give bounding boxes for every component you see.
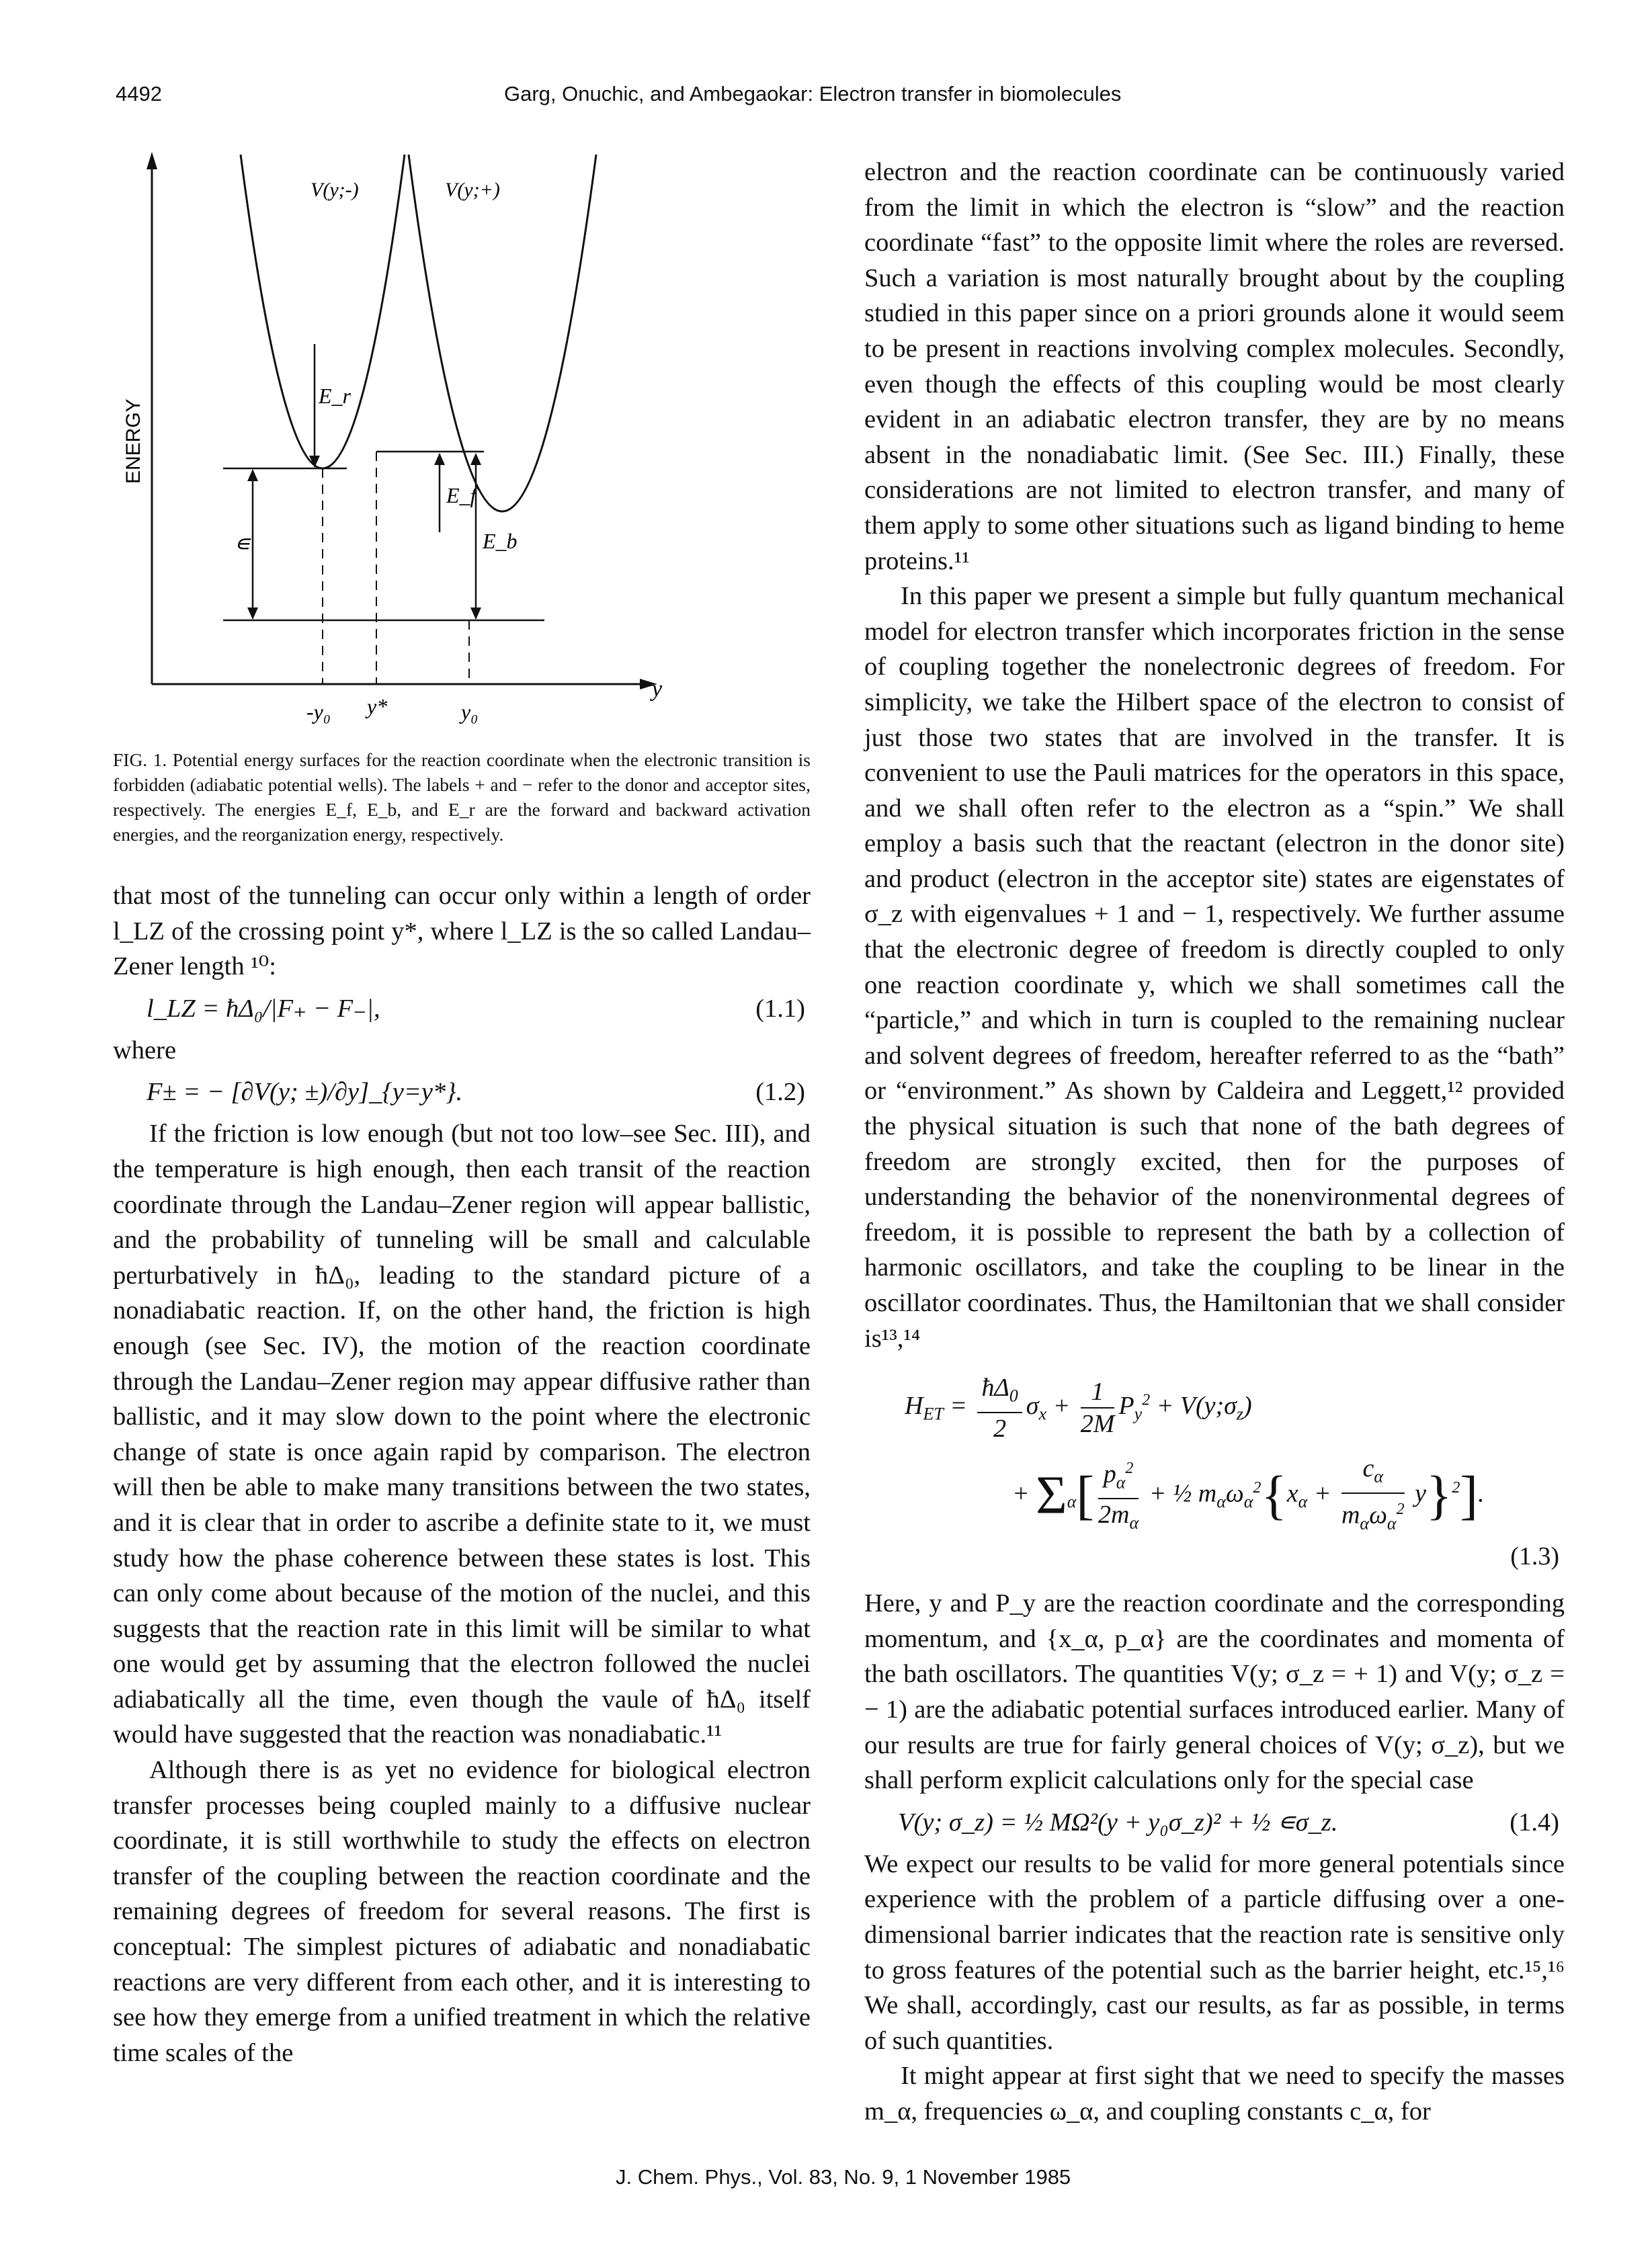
equation-1-3 xyxy=(864,1366,1565,1581)
left-column xyxy=(113,878,811,2070)
tick-y0: y₀ xyxy=(461,700,479,724)
equation-1-1 xyxy=(113,991,811,1026)
equation-1-3-line-2: + $\Sigma_\alpha$[ $\frac{p_\alpha^2}{2m_\alpha}$ + ½ $m_\alpha\omega_\alpha^2\{x_\alpha$ + $\frac{c_\alpha}{m_\alpha\omega_\alpha^2}$ y}$^2$]. xyxy=(1012,1454,1485,1534)
curve-v-plus xyxy=(409,155,596,511)
figure-1-potential-surfaces xyxy=(101,134,813,746)
curve-minus-label: V(y;-) xyxy=(311,179,359,201)
equation-1-3-number: (1.3) xyxy=(1510,1542,1559,1571)
equation-1-3-line-1: $H_{ET}$ = $\frac{ħ\Delta_0}{2}$ $\sigma_x$ + $\frac{1}{2M}$ $P_y^2$ + $V(y;\sigma_z)$ xyxy=(905,1374,1252,1443)
right-paragraph-2: In this paper we present a simple but fully quantum mechanical model for electron transfer which incorporates friction in the sense of coupling together the nonelectronic degrees of freedom. For simplicity, we take the Hilbert space of the electron to consist of just those two states that are involved in the transfer. It is convenient to use the Pauli matrices for the operators in this space, and we shall often refer to the electron as a “spin.” We shall employ a basis such that the reactant (electron in the donor site) and product (electron in the acceptor site) states are eigenstates of σ_z with eigenvalues + 1 and − 1, respectively. We further assume that the electronic degree of freedom is directly coupled to only one reaction coordinate y, which we shall sometimes call the “particle,” and which in turn is coupled to the remaining nuclear and solvent degrees of freedom, hereafter referred to as the “bath” or “environment.” As shown by Caldeira and Leggett,¹² provided the physical situation is such that none of the bath degrees of freedom are strongly excited, then for the purposes of understanding the behavior of the nonenvironmental degrees of freedom, it is possible to represent the bath by a collection of harmonic oscillators, and take the coupling to be linear in the oscillator coordinates. Thus, the Hamiltonian that we shall consider is¹³,¹⁴ xyxy=(864,582,1565,1353)
right-paragraph-3: Here, y and P_y are the reaction coordinate and the corresponding momentum, and {x_α, p_α} are the coordinates and momenta of the bath oscillators. The quantities V(y; σ_z = + 1) and V(y; σ_z = − 1) are the adiabatic potential surfaces introduced earlier. Many of our results are true for fairly general choices of V(y; σ_z), but we shall perform explicit calculations only for the special case xyxy=(864,1589,1565,1795)
left-paragraph-3: Although there is as yet no evidence for biological electron transfer processes being coupled mainly to a diffusive nuclear coordinate, it is still worthwhile to study the effects on electron transfer of the coupling between the reaction coordinate and the remaining degrees of freedom for several reasons. The first is conceptual: The simplest pictures of adiabatic and nonadiabatic reactions are very different from each other, and it is interesting to see how they emerge from a unified treatment in which the relative time scales of the xyxy=(113,1756,811,2067)
equation-1-2-number: (1.2) xyxy=(755,1078,805,1107)
left-paragraph-2: If the friction is low enough (but not too low–see Sec. III), and the temperature is high enough, then each transit of the reaction coordinate through the Landau–Zener region will appear ballistic, and the probability of tunneling will be small and calculable perturbatively in ħΔ₀, leading to the standard picture of a nonadiabatic reaction. If, on the other hand, the friction is high enough (see Sec. IV), the motion of the reaction coordinate through the Landau–Zener region may appear diffusive rather than ballistic, and it may slow down to the point where the electronic change of state is once again rapid by comparison. The electron will then be able to make many transitions between the two states, and it is clear that in order to ascribe a definite state to it, we must study how the phase coherence between these states is lost. This can only come about because of the motion of the nuclei, and this suggests that the reaction rate in this limit will be similar to what one would get by assuming that the electron followed the nuclei adiabatically all the time, even though the vaule of ħΔ₀ itself would have suggested that the reaction was nonadiabatic.¹¹ xyxy=(113,1120,811,1749)
figure-caption: FIG. 1. Potential energy surfaces for the reaction coordinate when the electronic transition is forbidden (adiabatic potential wells). The labels + and − refer to the donor and acceptor sites, respectively. The energies E_f, E_b, and E_r are the forward and backward activation energies, and the reorganization energy, respectively. xyxy=(113,749,811,845)
equation-1-2 xyxy=(113,1075,811,1109)
right-paragraph-4: We expect our results to be valid for more general potentials since experience with the problem of a particle diffusing over a one-dimensional barrier indicates that the reaction rate is sensitive only to gross features of the potential such as the barrier height, etc.¹⁵,¹⁶ We shall, accordingly, cast our results, as far as possible, in terms of such quantities. xyxy=(864,1849,1565,2055)
curve-v-minus xyxy=(241,155,405,468)
journal-footer: J. Chem. Phys., Vol. 83, No. 9, 1 November 1985 xyxy=(616,2165,1071,2189)
tick-minus-y0: -y₀ xyxy=(306,700,331,724)
running-title: Garg, Onuchic, and Ambegaokar: Electron transfer in biomolecules xyxy=(504,82,1122,106)
x-axis-label: y xyxy=(652,677,663,702)
energy-axis-label: ENERGY xyxy=(122,398,144,484)
equation-1-2-body: F± = − [∂V(y; ±)/∂y]_{y=y*}. xyxy=(147,1078,463,1107)
er-label: E_r xyxy=(319,384,351,408)
left-paragraph-1: that most of the tunneling can occur only within a length of order l_LZ of the crossing point y*, where l_LZ is the so called Landau–Zener length ¹⁰: xyxy=(113,882,811,981)
right-paragraph-1: electron and the reaction coordinate can be continuously varied from the limit in which the electron is “slow” and the reaction coordinate “fast” to the opposite limit where the roles are reversed. Such a variation is most naturally brought about by the coupling studied in this paper since on a priori grounds alone it would seem to be present in reactions involving complex molecules. Secondly, even though the effects of this coupling would be most clearly evident in an adiabatic electron transfer, they are by no means absent in the nonadiabatic limit. (See Sec. III.) Finally, these considerations are not limited to electron transfer, and many of them apply to some other situations such as ligand binding to heme proteins.¹¹ xyxy=(864,158,1565,575)
equation-1-1-number: (1.1) xyxy=(755,994,805,1023)
right-paragraph-5: It might appear at first sight that we need to specify the masses m_α, frequencies ω_α, and coupling constants c_α, for xyxy=(864,2062,1565,2126)
y-axis-arrow xyxy=(147,152,157,169)
equation-1-4-number: (1.4) xyxy=(1510,1808,1559,1837)
tick-ystar: y* xyxy=(367,694,388,718)
ef-label: E_f xyxy=(446,483,477,507)
epsilon-label: ∊ xyxy=(234,532,251,556)
equation-1-1-body: l_LZ = ħΔ₀/|F₊ − F₋|, xyxy=(147,994,380,1023)
left-where: where xyxy=(113,1036,177,1064)
equation-1-4-body: V(y; σ_z) = ½ MΩ²(y + y₀σ_z)² + ½ ∊σ_z. xyxy=(898,1808,1338,1837)
curve-plus-label: V(y;+) xyxy=(445,179,500,201)
eb-label: E_b xyxy=(483,529,518,553)
page-number: 4492 xyxy=(116,82,162,106)
right-column xyxy=(864,155,1565,2130)
equation-1-4 xyxy=(864,1805,1565,1840)
